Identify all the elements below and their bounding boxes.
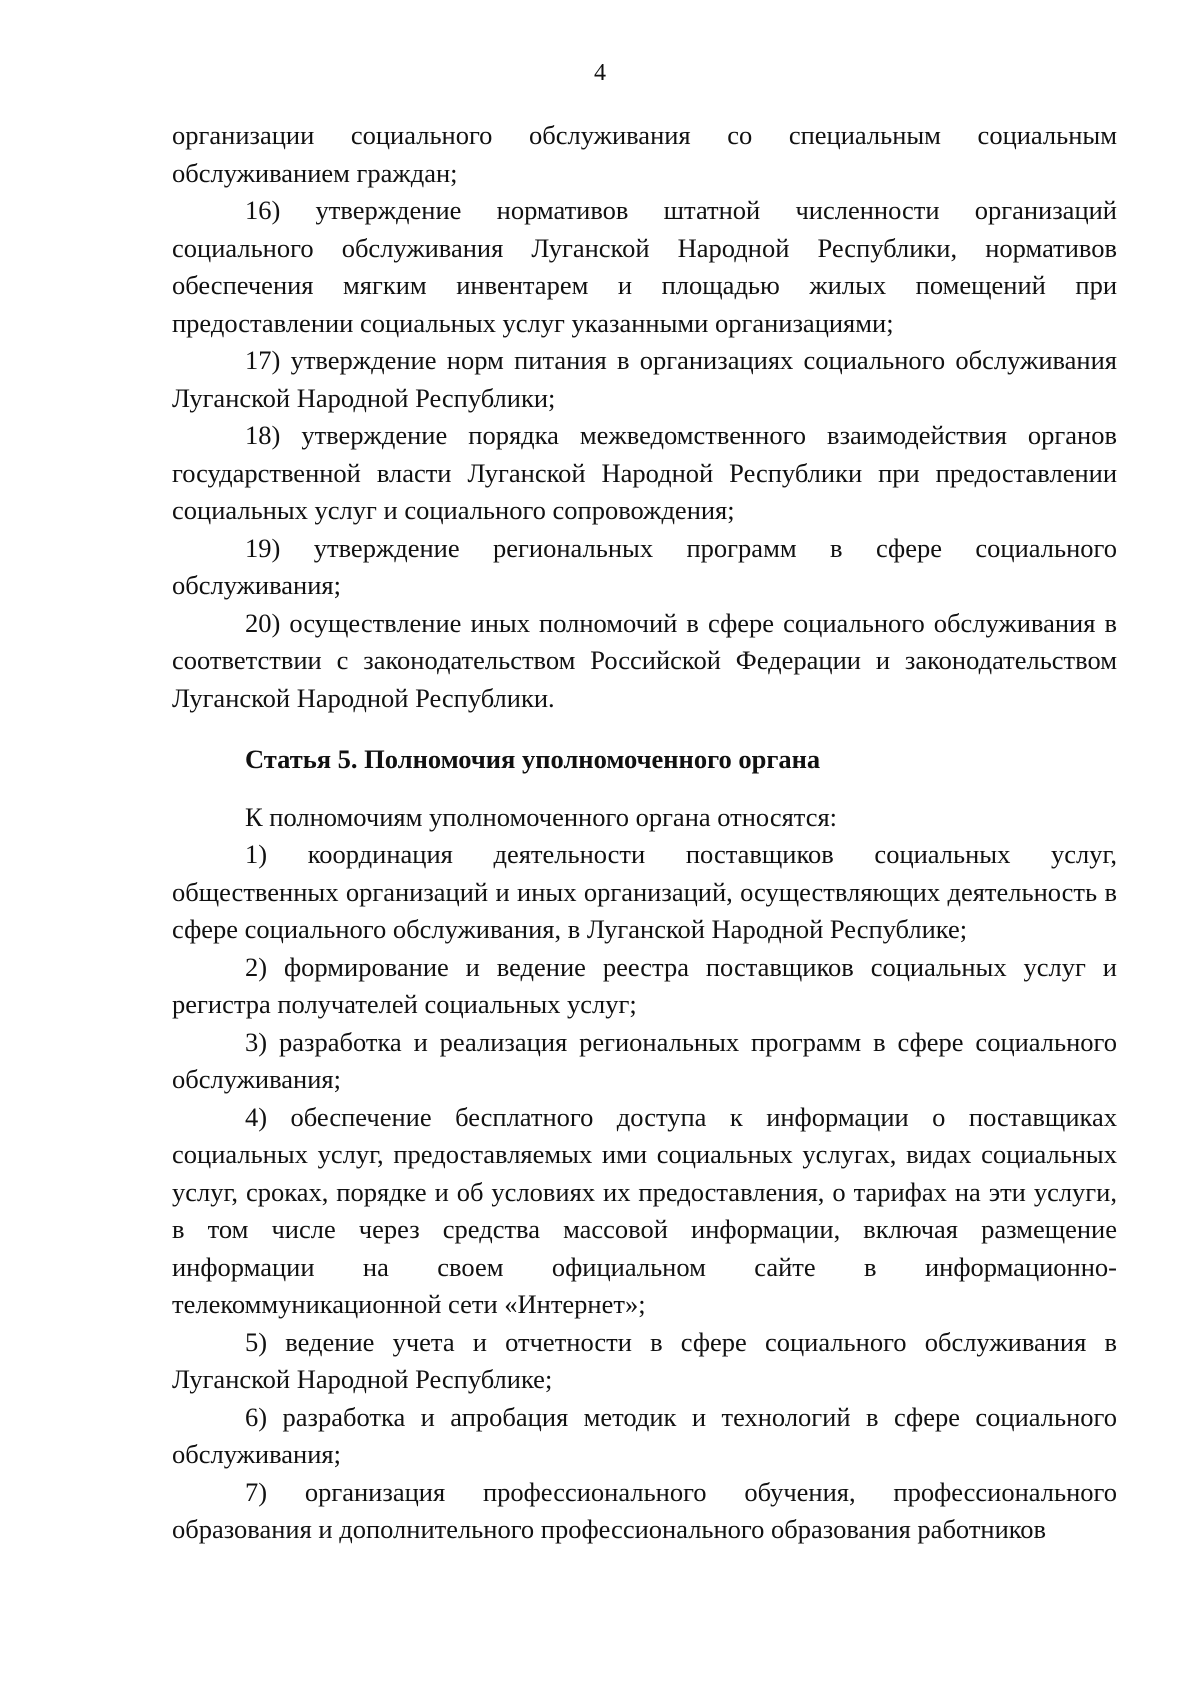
list-item-1: 1) координация деятельности поставщиков социальных услуг, общественных организаций и иных организаций, осуществляющих деятельность в сфере социального обслуживания, в Луганской Народной Республике;: [172, 839, 1117, 944]
list-item-6: 6) разработка и апробация методик и технологий в сфере социального обслуживания;: [172, 1401, 1117, 1469]
list-item-3: 3) разработка и реализация региональных программ в сфере социального обслуживания;: [172, 1026, 1117, 1094]
list-item-18: 18) утверждение порядка межведомственного взаимодействия органов государственной власти Луганской Народной Республики при предоставлении социальных услуг и социального сопровождения;: [172, 420, 1117, 525]
list-item-7: 7) организация профессионального обучения, профессионального образования и дополнительного профессионального образования работников: [172, 1476, 1117, 1544]
article-heading: Статья 5. Полномочия уполномоченного органа: [245, 744, 821, 774]
list-item-20: 20) осуществление иных полномочий в сфере социального обслуживания в соответствии с законодательством Российской Федерации и законодательством Луганской Народной Республики.: [172, 607, 1117, 713]
list-item-16: 16) утверждение нормативов штатной численности организаций социального обслуживания Луганской Народной Республики, нормативов обеспечения мягким инвентарем и площадью жилых помещений при предоставлении социальных услуг указанными организациями;: [172, 195, 1117, 338]
list-item-2: 2) формирование и ведение реестра поставщиков социальных услуг и регистра получателей социальных услуг;: [172, 951, 1117, 1019]
continuation-paragraph: организации социального обслуживания со специальным социальным обслуживанием граждан;: [172, 120, 1117, 188]
article-intro: К полномочиям уполномоченного органа относятся:: [245, 801, 838, 832]
list-item-17: 17) утверждение норм питания в организациях социального обслуживания Луганской Народной Республики;: [172, 345, 1117, 413]
page-number: 4: [594, 60, 606, 86]
list-item-4: 4) обеспечение бесплатного доступа к информации о поставщиках социальных услуг, предоставляемых ими социальных услугах, видах социальных услуг, сроках, порядке и об условиях их предоставления, о тарифах на эти услуги, в том числе через средства массовой информации, включая размещение информации на своем официальном сайте в информационно-телекоммуникационной сети «Интернет»;: [172, 1101, 1117, 1319]
document-body: [172, 117, 1117, 1549]
list-item-19: 19) утверждение региональных программ в сфере социального обслуживания;: [172, 532, 1117, 600]
list-item-5: 5) ведение учета и отчетности в сфере социального обслуживания в Луганской Народной Республике;: [172, 1326, 1117, 1394]
